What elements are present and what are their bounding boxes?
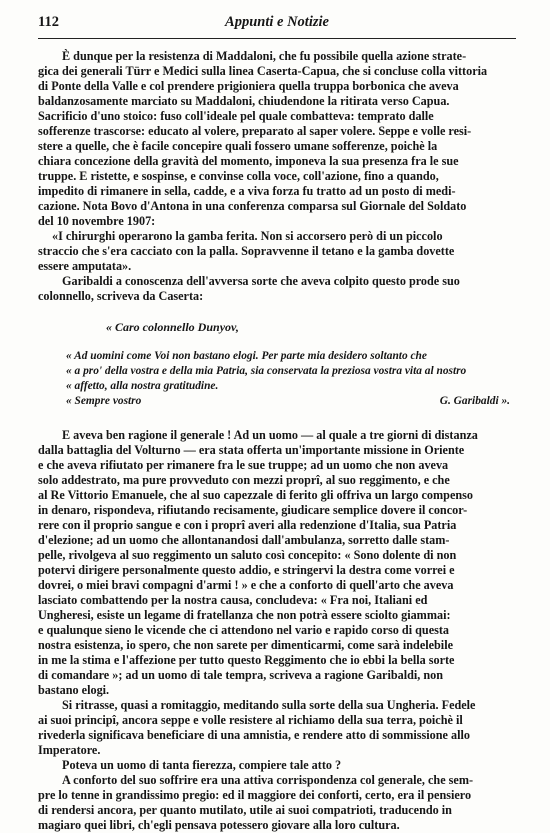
text-line: potervi dirigere personalmente questo addio, e stringervi la destra come vorrei e [38,563,455,577]
garibaldi-letter [66,320,518,409]
text-line: bastano elogi. [38,683,110,697]
text-line: cazione. Nota Bovo d'Antona in una conferenza comparsa sul Giornale del Soldato [38,199,467,213]
text-line: rivederla significava beneficiare di una amnistia, e rendere atto di sommissione allo [38,728,470,742]
text-line: E aveva ben ragione il generale ! Ad un uomo — al quale a tre giorni di distanza [62,428,478,442]
text-line: stere a quelle, che è facile concepire quali fossero umane sofferenze, poichè la [38,139,438,153]
text-line: Garibaldi a conoscenza dell'avversa sorte che aveva colpito questo prode suo [62,274,460,288]
letter-line: « Ad uomini come Voi non bastano elogi. Per parte mia desidero soltanto che [66,350,427,362]
text-line: impedito di rimanere in sella, cadde, e a viva forza fu tratto ad un posto di medi- [38,184,456,198]
text-line: rere con il proprio sangue e con i proprî averi alla redenzione d'Italia, sua Patria [38,518,457,532]
quotation [38,229,516,274]
text-line: sofferenze trascorse: educato al volere, preparato al saper volere. Seppe e volle resi- [38,124,472,138]
paragraph-3 [38,428,516,698]
text-line: chiara concezione della gravità del momento, imponeva la sua presenza fra le sue [38,154,459,168]
text-line: pre lo tenne in grandissimo pregio: ed il maggiore dei conforti, certo, era il pensiero [38,788,472,802]
text-line: e che aveva rifiutato per rimanere fra le sue truppe; ad un uomo che non aveva [38,458,449,472]
letter-signoff [66,394,518,409]
letter-line: « a pro' della vostra e della mia Patria, sia conservata la preziosa vostra vita al nostro [66,365,467,377]
text-line: solo addestrato, ma pure provveduto con mezzi proprî, al suo reggimento, e che [38,473,450,487]
text-line: dovrei, o miei bravi compagni d'armi ! » e che a conforto di quell'arto che aveva [38,578,454,592]
text-line: di comandare »; ad un uomo di tale tempra, scriveva a ragione Garibaldi, non [38,668,444,682]
text-line: magiaro quei libri, ch'egli pensava potessero giovare alla loro cultura. [38,818,400,832]
text-line: pelle, rivolgeva al suo reggimento un saluto così concepito: « Sono dolente di non [38,548,457,562]
text-line: al Re Vittorio Emanuele, che al suo capezzale di ferito gli offriva un largo compenso [38,488,473,502]
text-line: Poteva un uomo di tanta fierezza, compiere tale atto ? [62,758,342,772]
text-line: ai suoi principî, ancora seppe e volle resistere al richiamo della sua terra, poichè il [38,713,463,727]
paragraph-2 [38,274,516,304]
header-rule [38,38,516,39]
text-line: È dunque per la resistenza di Maddaloni, che fu possibile quella azione strate- [62,49,467,63]
paragraph-6 [38,773,516,833]
letter-salutation: « Caro colonnello Dunyov, [106,320,239,334]
quote-line: straccio che s'era cacciato con la palla. Sopravvenne il tetano e la gamba dovette [38,244,455,258]
text-line: e qualunque sieno le vicende che ci attendono nel vario e rapido corso di questa [38,623,450,637]
paragraph-1 [38,49,516,229]
text-line: Si ritrasse, quasi a romitaggio, meditando sulla sorte della sua Ungheria. Fedele [62,698,476,712]
paragraph-4 [38,698,516,758]
text-line: Sacrificio d'uno stoico: fuso coll'ideale pel quale combatteva: temprato dalle [38,109,434,123]
text-line: truppe. E ristette, e sospinse, e convinse colla voce, coll'azione, fino a quando, [38,169,439,183]
quote-line: essere amputata». [38,259,132,273]
paragraph-5 [38,758,516,773]
text-line: del 10 novembre 1907: [38,214,156,228]
text-line: Ungheresi, esiste un legame di fratellanza che non potrà essere sciolto giammai: [38,608,451,622]
text-line: nostra esistenza, io spero, che non sarete per dimenticarmi, come sarà indelebile [38,638,453,652]
page-header [38,14,516,34]
text-line: d'elezione; ad un uomo che allontanandosi dall'ambulanza, sorretto dalle stam- [38,533,450,547]
text-line: in denaro, rispondeva, rifiutando recisamente, giudicare semplice dovere il concor- [38,503,468,517]
running-title: Appunti e Notizie [225,14,329,30]
text-line: gica dei generali Türr e Medici sulla linea Caserta-Capua, che si concluse colla vittoria [38,64,488,78]
text-line: di rendersi ancora, per quanto mutilato, utile ai suoi compatrioti, traducendo in [38,803,452,817]
text-line: Imperatore. [38,743,101,757]
text-block-bottom [38,428,516,833]
quote-line: «I chirurghi operarono la gamba ferita. Non si accorsero però di un piccolo [52,229,443,243]
text-block-top [38,49,516,304]
text-line: di Ponte della Valle e col prendere prigioniera quella truppa borbonica che aveva [38,79,459,93]
text-line: colonnello, scriveva da Caserta: [38,289,204,303]
letter-closing: « Sempre vostro [66,395,142,407]
text-line: in me la stima e l'affezione per tutto questo Reggimento che io ebbi la bella sorte [38,653,455,667]
text-line: baldanzosamente marciato su Maddaloni, chiudendone la ritirata verso Capua. [38,94,450,108]
letter-signature: G. Garibaldi ». [439,395,510,407]
text-line: dalla battaglia del Volturno — era stata offerta un'importante missione in Oriente [38,443,465,457]
letter-line: « affetto, alla nostra gratitudine. [66,380,219,392]
text-line: lasciato combattendo per la nostra causa, concludeva: « Fra noi, Italiani ed [38,593,428,607]
text-line: A conforto del suo soffrire era una attiva corrispondenza col generale, che sem- [62,773,474,787]
page-number: 112 [38,14,59,30]
